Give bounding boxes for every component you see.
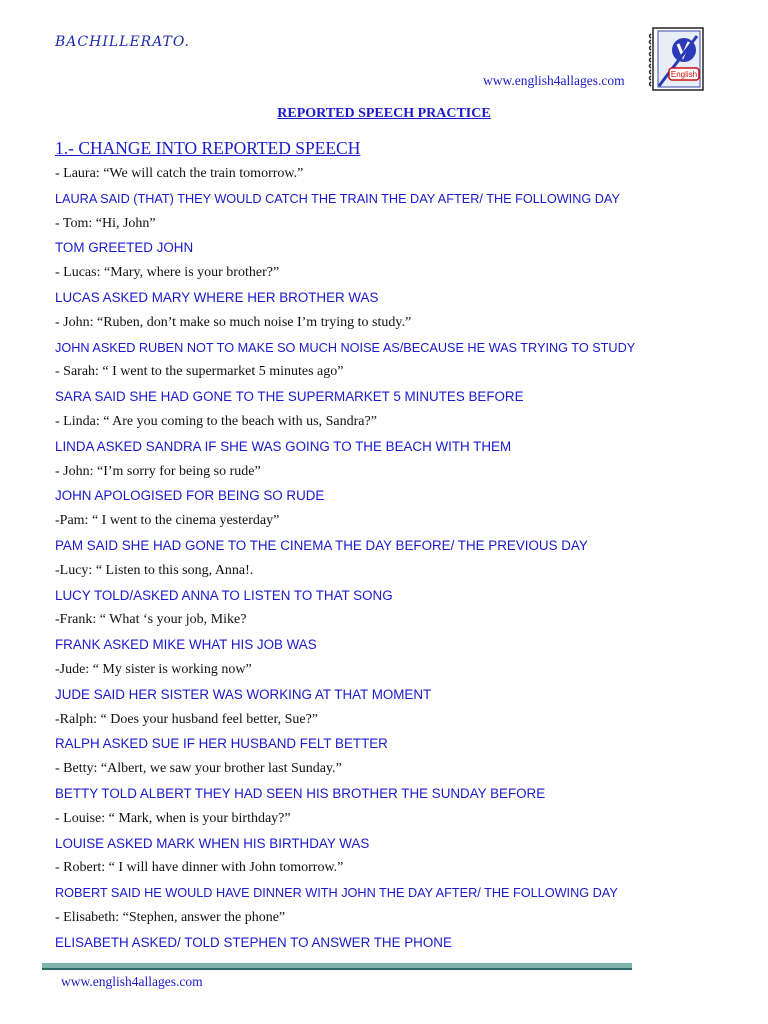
reported-speech-answer: LAURA SAID (THAT) THEY WOULD CATCH THE TRAIN THE DAY AFTER/ THE FOLLOWING DAY (55, 191, 620, 206)
reported-speech-answer: RALPH ASKED SUE IF HER HUSBAND FELT BETTER (55, 736, 388, 752)
direct-speech-line: - Tom: “Hi, John” (55, 215, 156, 231)
reported-speech-answer: LOUISE ASKED MARK WHEN HIS BIRTHDAY WAS (55, 835, 370, 851)
reported-speech-answer: LUCAS ASKED MARY WHERE HER BROTHER WAS (55, 289, 379, 305)
direct-speech-line: -Pam: “ I went to the cinema yesterday” (55, 513, 280, 529)
footer-divider (42, 963, 632, 970)
reported-speech-answer: FRANK ASKED MIKE WHAT HIS JOB WAS (55, 637, 317, 653)
direct-speech-line: -Frank: “ What ‘s your job, Mike? (55, 612, 247, 628)
reported-speech-answer: ROBERT SAID HE WOULD HAVE DINNER WITH JOHN THE DAY AFTER/ THE FOLLOWING DAY (55, 886, 618, 901)
reported-speech-answer: ELISABETH ASKED/ TOLD STEPHEN TO ANSWER THE PHONE (55, 934, 452, 950)
reported-speech-answer: LINDA ASKED SANDRA IF SHE WAS GOING TO THE BEACH WITH THEM (55, 438, 512, 454)
reported-speech-answer: SARA SAID SHE HAD GONE TO THE SUPERMARKET 5 MINUTES BEFORE (55, 389, 524, 405)
direct-speech-line: - Betty: “Albert, we saw your brother last Sunday.” (55, 761, 342, 777)
header-website-link[interactable]: www.english4allages.com (483, 73, 625, 88)
reported-speech-answer: TOM GREETED JOHN (55, 240, 194, 256)
direct-speech-line: - Elisabeth: “Stephen, answer the phone” (55, 909, 286, 925)
direct-speech-line: - Louise: “ Mark, when is your birthday?” (55, 810, 291, 826)
direct-speech-line: - Laura: “We will catch the train tomorrow.” (55, 166, 304, 181)
header-course-label: BACHILLERATO. (55, 34, 190, 50)
page-title: REPORTED SPEECH PRACTICE (277, 106, 491, 121)
reported-speech-answer: LUCY TOLD/ASKED ANNA TO LISTEN TO THAT SONG (55, 587, 393, 603)
direct-speech-line: -Lucy: “ Listen to this song, Anna!. (55, 562, 254, 578)
reported-speech-answer: JOHN APOLOGISED FOR BEING SO RUDE (55, 488, 325, 504)
direct-speech-line: - Sarah: “ I went to the supermarket 5 minutes ago” (55, 364, 344, 380)
reported-speech-answer: JOHN ASKED RUBEN NOT TO MAKE SO MUCH NOISE AS/BECAUSE HE WAS TRYING TO STUDY (55, 340, 636, 355)
direct-speech-line: - John: “Ruben, don’t make so much noise I’m trying to study.” (55, 314, 412, 330)
direct-speech-line: - Linda: “ Are you coming to the beach with us, Sandra?” (55, 413, 377, 429)
direct-speech-line: - Lucas: “Mary, where is your brother?” (55, 265, 280, 281)
direct-speech-line: -Jude: “ My sister is working now” (55, 661, 252, 677)
direct-speech-line: - John: “I’m sorry for being so rude” (55, 463, 261, 479)
reported-speech-answer: PAM SAID SHE HAD GONE TO THE CINEMA THE DAY BEFORE/ THE PREVIOUS DAY (55, 537, 588, 553)
reported-speech-answer: BETTY TOLD ALBERT THEY HAD SEEN HIS BROTHER THE SUNDAY BEFORE (55, 785, 546, 801)
exercise-list (55, 162, 745, 956)
section-heading: 1.- CHANGE INTO REPORTED SPEECH (55, 138, 361, 158)
logo-text: English (670, 70, 698, 79)
english-logo-icon (645, 26, 705, 92)
footer-website-link[interactable]: www.english4allages.com (61, 974, 203, 989)
direct-speech-line: - Robert: “ I will have dinner with John tomorrow.” (55, 860, 344, 876)
direct-speech-line: -Ralph: “ Does your husband feel better, Sue?” (55, 711, 319, 727)
reported-speech-answer: JUDE SAID HER SISTER WAS WORKING AT THAT MOMENT (55, 686, 432, 702)
